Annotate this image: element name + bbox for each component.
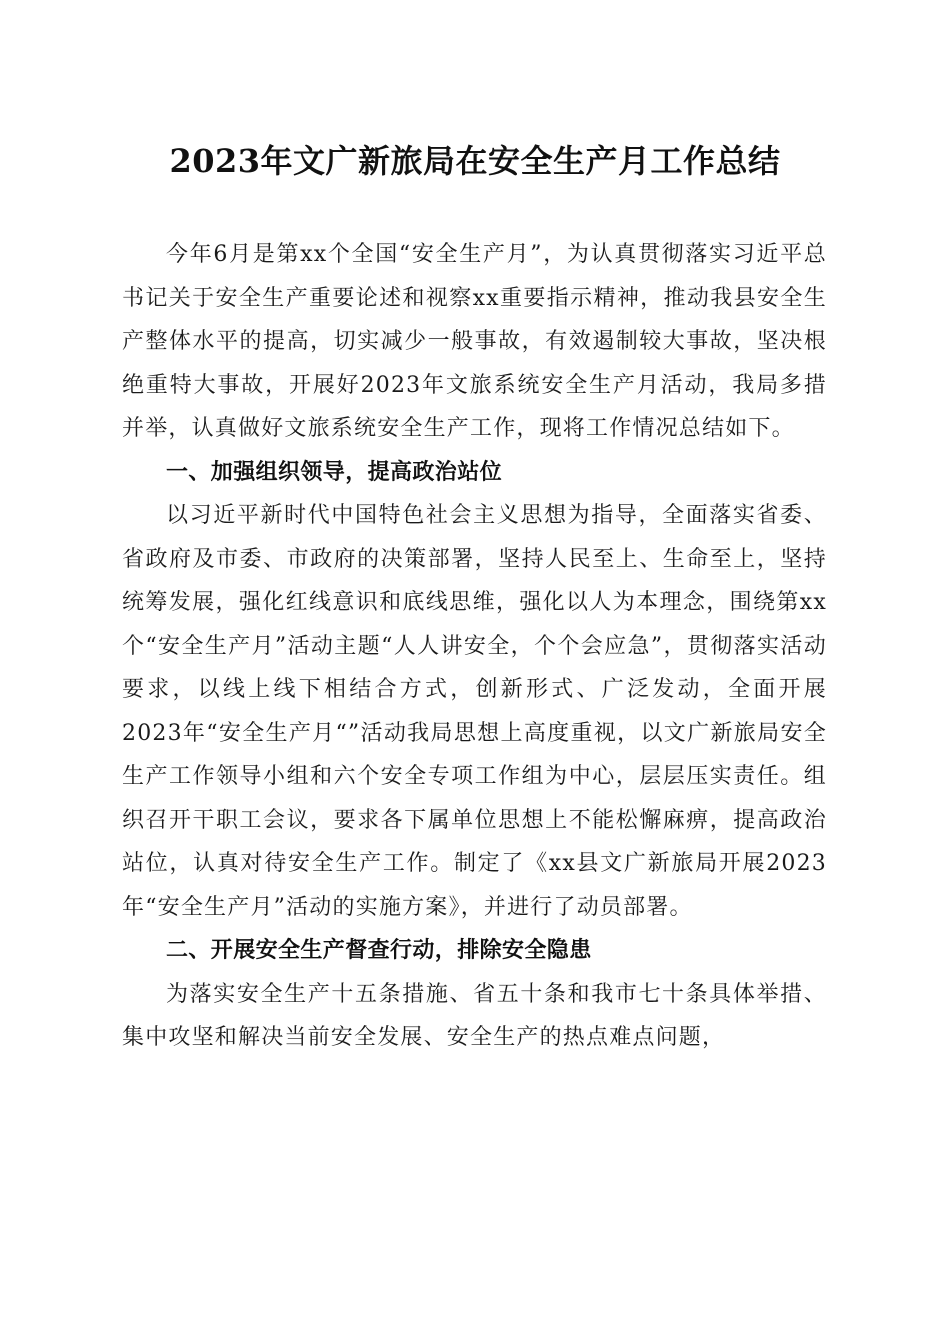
section-2-heading: 二、开展安全生产督查行动，排除安全隐患 <box>166 938 592 963</box>
document-body <box>122 233 827 1060</box>
section-1-heading: 一、加强组织领导，提高政治站位 <box>166 459 503 485</box>
section-2-paragraph: 为落实安全生产十五条措施、省五十条和我市七十条具体举措、集中攻坚和解决当前安全发展、安全生产的热点难点问题， <box>122 981 827 1050</box>
section-1-paragraph: 以习近平新时代中国特色社会主义思想为指导，全面落实省委、省政府及市委、市政府的决策部署，坚持人民至上、生命至上，坚持统筹发展，强化红线意识和底线思维，强化以人为本理念，围绕第xx个“安全生产月”活动主题“人人讲安全，个个会应急”，贯彻落实活动要求，以线上线下相结合方式，创新形式、广泛发动，全面开展2023年“安全生产月“”活动我局思想上高度重视，以文广新旅局安全生产工作领导小组和六个安全专项工作组为中心，层层压实责任。组织召开干职工会议，要求各下属单位思想上不能松懈麻痹，提高政治站位，认真对待安全生产工作。制定了《xx县文广新旅局开展2023年“安全生产月”活动的实施方案》，并进行了动员部署。 <box>122 503 827 920</box>
intro-paragraph: 今年6月是第xx个全国“安全生产月”，为认真贯彻落实习近平总书记关于安全生产重要论述和视察xx重要指示精神，推动我县安全生产整体水平的提高，切实减少一般事故，有效遏制较大事故，坚决根绝重特大事故，开展好2023年文旅系统安全生产月活动，我局多措并举，认真做好文旅系统安全生产工作，现将工作情况总结如下。 <box>122 242 827 441</box>
document-title: 2023年文广新旅局在安全生产月工作总结 <box>169 142 781 180</box>
